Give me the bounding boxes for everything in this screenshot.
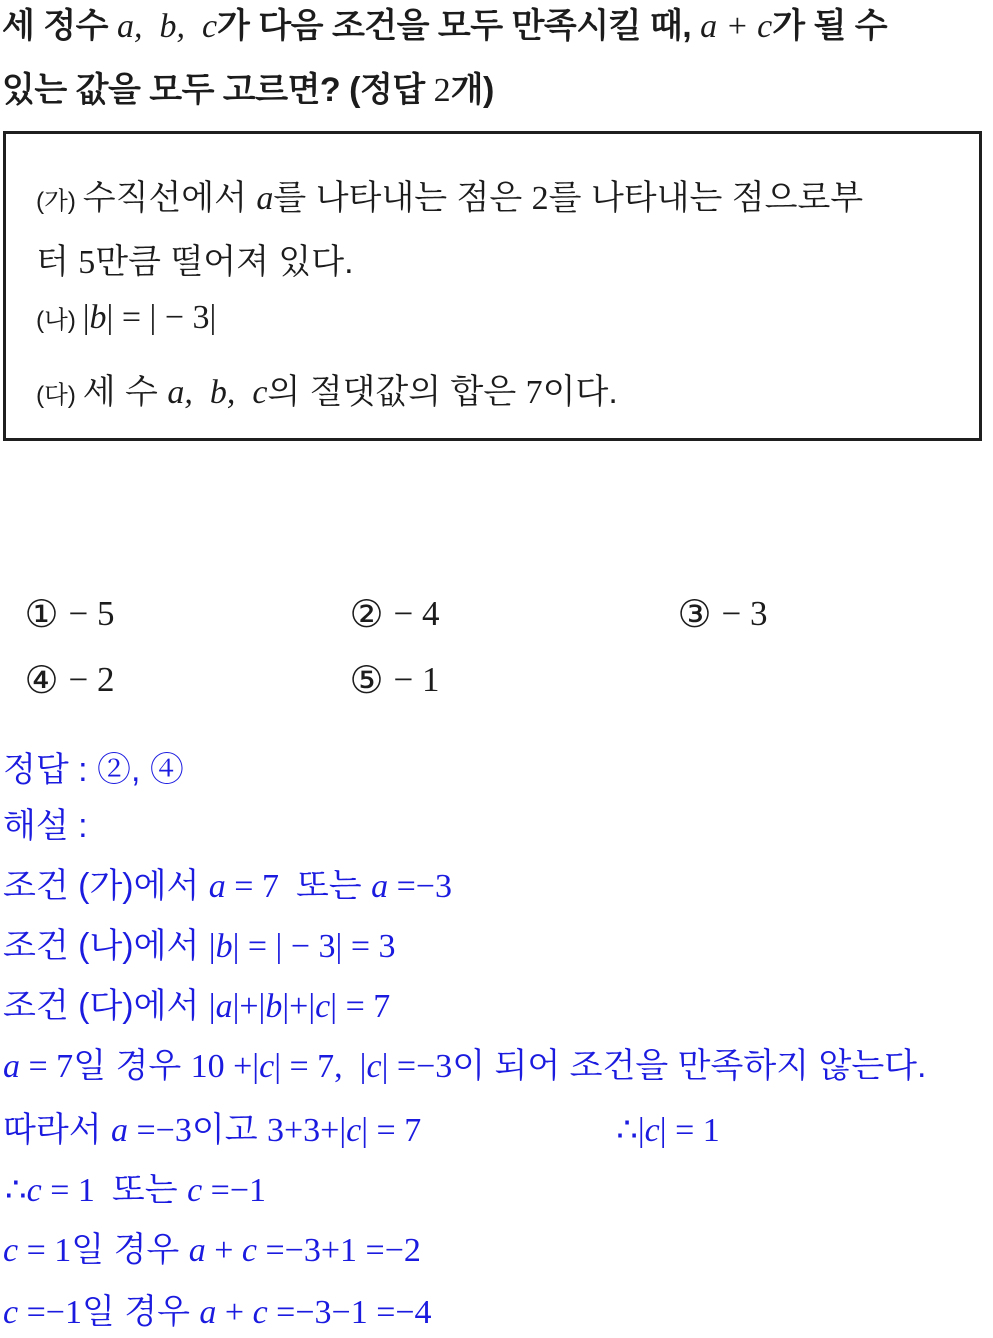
text-segment: |+| [232,988,266,1025]
text-segment: 정답 : ②, ④ [3,751,184,789]
text-segment: | [208,928,216,965]
text-segment: a, b, c [116,8,218,45]
text-segment: =−1 [202,1172,267,1209]
text-segment: 일 경우 [73,1047,191,1085]
solution-line-1 [3,866,452,908]
text-segment: c [259,1048,275,1085]
text-segment: 해설 : [3,807,98,845]
text-segment: 가 될 수 [772,7,888,45]
solution-line-3 [3,986,390,1028]
text-segment: 있는 값을 모두 고르면? (정답 [2,71,434,109]
text-segment: ∴| [616,1112,645,1149]
text-segment: = 1 [18,1232,72,1269]
text-segment: 가 다음 조건을 모두 만족시킬 때, [217,7,701,45]
text-segment: c [3,1294,19,1331]
text-segment: a + c [700,8,773,45]
problem-title-line-1 [2,6,887,48]
text-segment: c [644,1112,660,1149]
text-segment: + [216,1294,253,1331]
text-segment: 개) [450,71,494,109]
text-segment: | = 7, | [274,1048,367,1085]
choice-3 [658,552,768,637]
solution-line-5 [3,1110,720,1152]
text-segment: | [208,988,216,1025]
condition-da-line [36,364,618,413]
text-segment: c [346,1112,362,1149]
text-segment: |+| [282,988,316,1025]
condition-na-line [36,298,216,337]
choice-4-value: − 2 [68,660,115,699]
text-segment: 7 [525,374,543,411]
text-segment: 조건 (나)에서 [3,927,209,965]
text-segment: b [89,299,107,336]
text-segment: + [205,1232,242,1269]
answer-line [3,750,184,791]
text-segment: = 7 [20,1048,74,1085]
text-segment: =−3 [388,868,452,905]
text-segment: =−3 [127,1112,192,1149]
text-segment: =−3+1 =−2 [257,1232,421,1269]
conditions-box [3,131,982,441]
text-segment: a [199,1294,217,1331]
text-segment: c [241,1232,257,1269]
text-segment: c [315,988,331,1025]
text-segment: a [371,868,389,905]
solution-line-2 [3,926,396,968]
text-segment: | = | − 3| [106,299,217,336]
text-segment: =−1 [18,1294,82,1331]
choice-3-number: ③ [677,594,712,636]
text-segment: c [252,1294,268,1331]
text-segment: (가) [36,188,83,215]
condition-ga-line-2 [36,234,354,283]
text-segment: 2 [531,180,549,217]
text-segment: 만큼 떨어져 있다. [95,243,354,281]
solution-line-4 [3,1046,926,1088]
text-segment: 일 경우 [71,1231,189,1269]
text-segment: b [215,928,233,965]
text-segment: | = 1 [659,1112,720,1149]
text-segment: 이 되어 조건을 만족하지 않는다. [452,1047,927,1085]
text-segment: 2 [433,72,451,109]
problem-title-line-2 [2,70,494,112]
text-segment: 세 수 [82,373,168,411]
solution-line-6 [5,1170,266,1212]
text-segment: c [187,1172,203,1209]
text-segment: 따라서 [3,1111,111,1149]
choice-4 [5,618,115,703]
solution-line-8 [3,1292,432,1334]
text-segment: a [110,1112,128,1149]
text-segment: 이다. [542,373,618,411]
choice-4-number: ④ [24,660,59,702]
text-segment: b [265,988,283,1025]
choice-5-number: ⑤ [349,660,384,702]
text-segment: 또는 [111,1171,188,1209]
explanation-label [3,806,97,847]
text-segment: =−3−1 =−4 [267,1294,432,1331]
text-segment: 를 나타내는 점으로부 [548,179,864,217]
choice-1-value: − 5 [68,594,115,633]
text-segment: | = 7 [361,1112,422,1149]
text-segment: a [215,988,233,1025]
text-segment: a [208,868,226,905]
text-segment: 조건 (다)에서 [3,987,209,1025]
text-segment: 3+3+| [266,1112,347,1149]
text-segment: a, b, c [167,374,268,411]
text-segment: c [26,1172,42,1209]
text-segment: 의 절댓값의 합은 [267,373,526,411]
text-segment: 세 정수 [2,7,117,45]
text-segment: (나) [36,307,83,334]
text-segment: a [188,1232,206,1269]
text-segment: | [82,299,90,336]
text-segment: 10 +| [190,1048,260,1085]
choice-2-value: − 4 [393,594,440,633]
text-segment: 또는 [295,867,372,905]
text-segment: 를 나타내는 점은 [273,179,532,217]
text-segment: = 7 [225,868,296,905]
text-segment: | = | − 3| = 3 [232,928,396,965]
choice-5-value: − 1 [393,660,440,699]
text-segment: a [256,180,274,217]
text-segment: 조건 (가)에서 [3,867,209,905]
choice-1-number: ① [24,594,59,636]
text-segment: 일 경우 [81,1293,200,1331]
solution-line-7 [3,1230,421,1272]
text-segment: c [3,1232,19,1269]
text-segment: | = 7 [330,988,391,1025]
text-segment: c [366,1048,382,1085]
text-segment: a [3,1048,20,1085]
text-segment: 수직선에서 [82,179,257,217]
choice-3-value: − 3 [721,594,768,633]
text-segment: (다) [36,382,83,409]
condition-ga-line-1 [36,170,863,219]
text-segment: 이고 [191,1111,267,1149]
text-segment: | =−3 [381,1048,453,1085]
text-segment: 5 [78,244,96,281]
choice-2-number: ② [349,594,384,636]
text-segment: = 1 [41,1172,112,1209]
text-segment: 터 [36,243,79,281]
choice-5 [330,618,440,703]
text-segment: ∴ [5,1172,27,1209]
